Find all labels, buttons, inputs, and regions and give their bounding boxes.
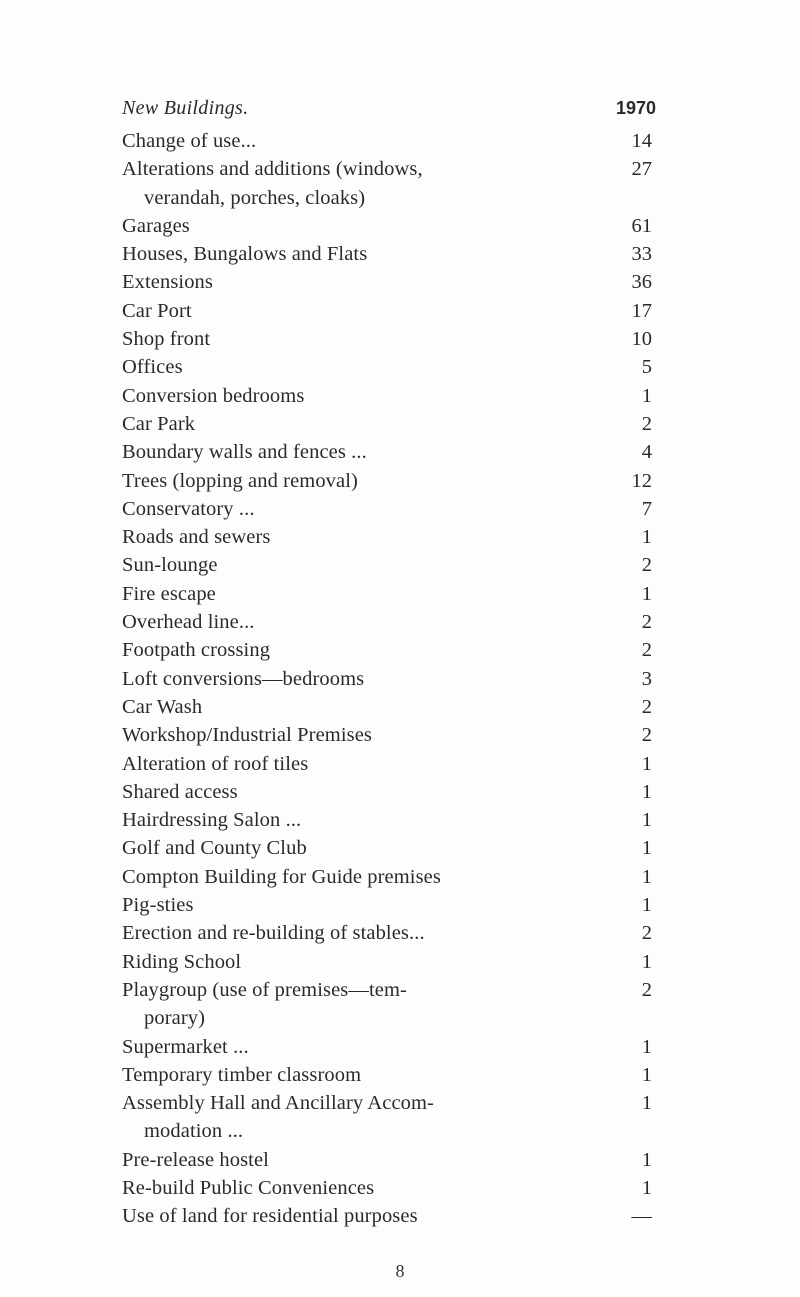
row-value: 1 (641, 1148, 652, 1171)
row-value: 2 (641, 922, 652, 945)
table-row (122, 834, 658, 862)
row-description: Shared access (122, 780, 238, 803)
row-description: Conservatory ... (122, 497, 255, 520)
row-value: 7 (641, 497, 652, 520)
row-value: 36 (631, 271, 652, 294)
table-row (122, 1089, 658, 1146)
row-description-line1: Assembly Hall and Ancillary Accom- (122, 1092, 434, 1115)
row-value: 27 (631, 158, 652, 181)
row-description: Hairdressing Salon ... (122, 809, 302, 832)
row-description (122, 976, 612, 1033)
table-row (122, 467, 658, 495)
table-row (122, 580, 658, 608)
row-description: Change of use... (122, 130, 257, 152)
table-row (122, 382, 658, 410)
row-description: Sun-lounge (122, 554, 218, 577)
row-value: 33 (631, 243, 652, 266)
table-row (122, 268, 658, 296)
table-row (122, 750, 658, 778)
row-description: Loft conversions—bedrooms (122, 667, 365, 690)
table-row (122, 495, 658, 523)
table-row (122, 438, 658, 466)
row-description: Overhead line... (122, 611, 255, 634)
row-value: 1 (641, 1092, 652, 1115)
row-value: — (631, 1205, 652, 1228)
row-description: Temporary timber classroom (122, 1063, 362, 1086)
row-value: 5 (641, 356, 652, 379)
row-value: 1 (641, 1063, 652, 1086)
table-row (122, 863, 658, 891)
row-value: 1 (641, 837, 652, 860)
row-description: Alteration of roof tiles (122, 752, 309, 775)
row-value: 10 (631, 328, 652, 351)
table-row (122, 665, 658, 693)
row-value: 1 (641, 809, 652, 832)
table-row (122, 240, 658, 268)
table-row (122, 608, 658, 636)
table-row (122, 891, 658, 919)
row-description: Car Wash (122, 695, 203, 718)
row-value: 2 (641, 412, 652, 435)
row-value: 2 (641, 695, 652, 718)
row-value: 4 (641, 441, 652, 464)
row-description (122, 155, 612, 212)
table-row (122, 212, 658, 240)
table-row (122, 1033, 658, 1061)
table-row (122, 721, 658, 749)
row-value: 2 (641, 978, 652, 1001)
row-value: 1 (641, 865, 652, 888)
table-row (122, 636, 658, 664)
row-description: Car Park (122, 412, 196, 435)
row-value: 3 (641, 667, 652, 690)
row-description: Shop front (122, 328, 211, 351)
table-row (122, 523, 658, 551)
table-row (122, 551, 658, 579)
row-description-line2: modation ... (144, 1120, 244, 1143)
row-value: 2 (641, 554, 652, 577)
table-row (122, 778, 658, 806)
document-page (122, 97, 658, 1231)
row-description: Car Port (122, 299, 192, 322)
row-description: Roads and sewers (122, 526, 271, 549)
table-row (122, 1202, 658, 1230)
table-header (122, 97, 658, 127)
row-description-line2: porary) (144, 1007, 206, 1030)
building-applications-table (122, 127, 658, 1231)
table-row (122, 1146, 658, 1174)
table-row (122, 297, 658, 325)
row-description: Footpath crossing (122, 639, 271, 662)
row-description-line2: verandah, porches, cloaks) (144, 186, 366, 209)
table-row (122, 693, 658, 721)
row-value: 2 (641, 611, 652, 634)
row-description: Houses, Bungalows and Flats (122, 243, 368, 266)
row-description: Supermarket ... (122, 1035, 249, 1058)
row-description: Extensions (122, 271, 213, 294)
row-value: 2 (641, 639, 652, 662)
row-value: 2 (641, 724, 652, 747)
row-value: 1 (641, 582, 652, 605)
table-row (122, 1174, 658, 1202)
row-description-line1: Alterations and additions (windows, (122, 158, 423, 181)
year-column-heading: 1970 (615, 98, 656, 118)
row-description: Re-build Public Conveniences (122, 1176, 375, 1199)
row-description: Trees (lopping and removal) (122, 469, 358, 492)
table-row (122, 127, 658, 155)
section-title: New Buildings. (122, 97, 249, 119)
table-row (122, 410, 658, 438)
row-description: Erection and re-building of stables... (122, 922, 425, 945)
row-value: 1 (641, 384, 652, 407)
row-description: Conversion bedrooms (122, 384, 305, 407)
page-number: 8 (395, 1261, 405, 1281)
row-value: 14 (631, 130, 652, 152)
row-value: 1 (641, 894, 652, 917)
row-description: Fire escape (122, 582, 216, 605)
row-description: Riding School (122, 950, 242, 973)
row-description: Garages (122, 214, 190, 237)
table-row (122, 325, 658, 353)
row-description-line1: Playgroup (use of premises—tem- (122, 978, 407, 1001)
row-description: Offices (122, 356, 183, 379)
row-description: Boundary walls and fences ... (122, 441, 367, 464)
table-row (122, 976, 658, 1033)
table-row (122, 919, 658, 947)
row-value: 1 (641, 780, 652, 803)
row-value: 17 (631, 299, 652, 322)
row-description: Use of land for residential purposes (122, 1205, 418, 1228)
row-description: Pre-release hostel (122, 1148, 269, 1171)
row-description: Pig-sties (122, 894, 194, 917)
table-row (122, 353, 658, 381)
row-value: 1 (641, 950, 652, 973)
table-row (122, 1061, 658, 1089)
table-row (122, 155, 658, 212)
row-value: 1 (641, 752, 652, 775)
row-description: Golf and County Club (122, 837, 307, 860)
row-description (122, 1089, 612, 1146)
row-value: 1 (641, 1176, 652, 1199)
row-value: 12 (631, 469, 652, 492)
row-description: Compton Building for Guide premises (122, 865, 441, 888)
table-row (122, 806, 658, 834)
row-value: 1 (641, 1035, 652, 1058)
row-value: 1 (641, 526, 652, 549)
row-description: Workshop/Industrial Premises (122, 724, 372, 747)
row-value: 61 (631, 214, 652, 237)
table-row (122, 948, 658, 976)
